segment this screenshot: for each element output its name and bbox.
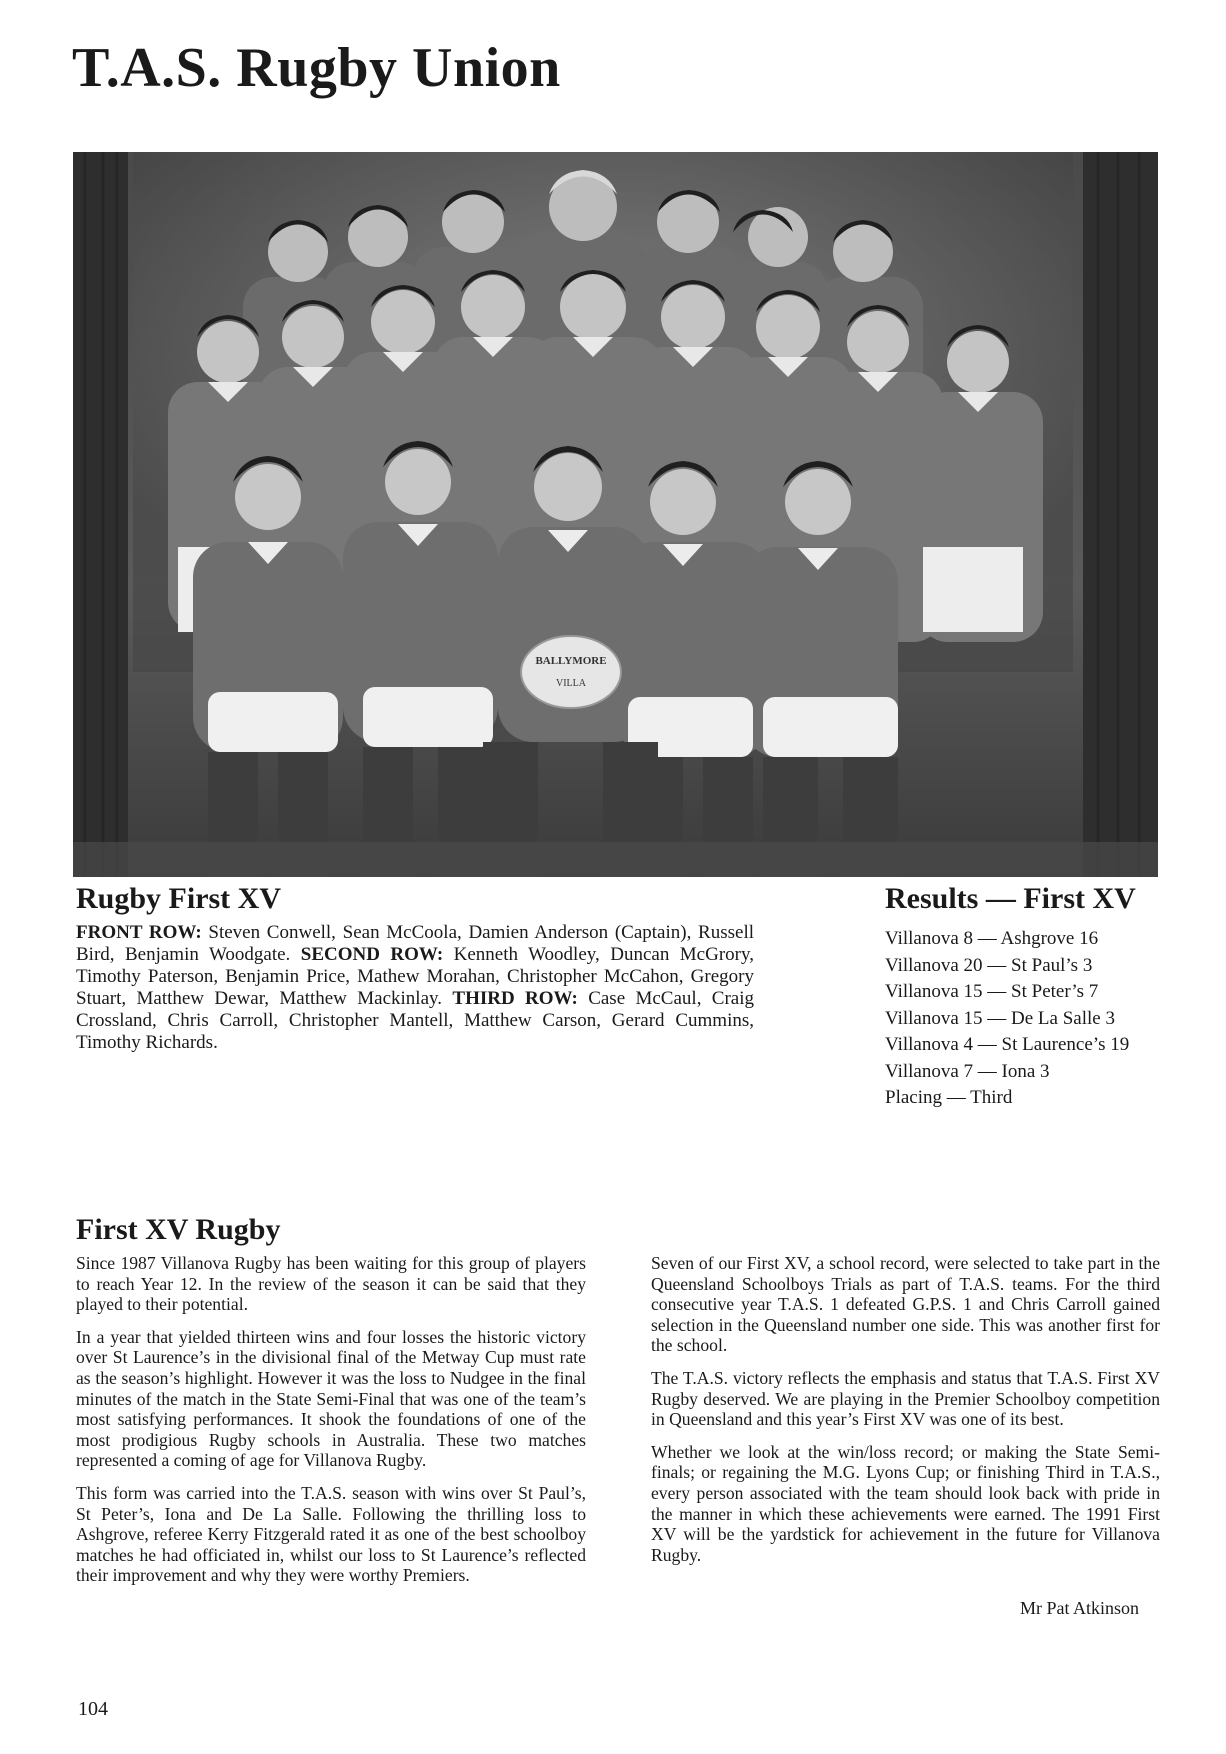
article-paragraph: Seven of our First XV, a school record, were selected to take part in the Queensland Schoolboys Trials as part of T.A.S. teams. For the third consecutive year T.A.S. 1 defeated G.P.S. 1 and Chris Carroll gained selection in the Queensland number one side. This was another first for the school. (651, 1253, 1160, 1356)
article-paragraph: The T.A.S. victory reflects the emphasis and status that T.A.S. First XV Rugby deserved. We are playing in the Premier Schoolboy competition in Queensland and this year’s First XV was one of its best. (651, 1367, 1160, 1430)
result-item: Villanova 15 — St Peter’s 7 (885, 981, 1099, 1002)
placing-item: Placing — Third (885, 1087, 1013, 1108)
second-row-label: SECOND ROW: (300, 944, 444, 965)
team-caption (76, 922, 754, 1054)
front-row-label: FRONT ROW: (76, 922, 202, 943)
article-paragraph: Whether we look at the win/loss record; or making the State Semi-finals; or regaining the M.G. Lyons Cup; or finishing Third in T.A.S., every person associated with the team should look back with pride in the manner in which these achievements were earned. The 1991 First XV will be the yardstick for achievement in the future for Villanova Rugby. (651, 1441, 1160, 1565)
team-photo (73, 152, 1158, 877)
article-paragraph: Since 1987 Villanova Rugby has been waiting for this group of players to reach Year 12. In the review of the season it can be said that they played to their potential. (76, 1253, 586, 1315)
article-author: Mr Pat Atkinson (1020, 1598, 1140, 1618)
article-column-right (651, 1253, 1160, 1577)
ball-text-bottom: VILLA (556, 678, 586, 689)
team-heading: Rugby First XV (76, 882, 282, 915)
results-list (885, 926, 1129, 1112)
article-heading: First XV Rugby (76, 1213, 281, 1246)
article-paragraph: This form was carried into the T.A.S. season with wins over St Paul’s, St Peter’s, Iona and De La Salle. Following the thrilling loss to Ashgrove, referee Kerry Fitzgerald rated it as one of the best schoolboy matches he had officiated in, whilst our loss to St Laurence’s reflected their improvement and why they were worthy Premiers. (76, 1482, 586, 1586)
ball-text-top: BALLYMORE (535, 655, 607, 667)
result-item: Villanova 8 — Ashgrove 16 (885, 928, 1099, 949)
rugby-ball (521, 636, 621, 708)
page-title: T.A.S. Rugby Union (72, 37, 561, 99)
front-row-names: Steven Conwell, Sean McCoola, Damien Anderson (Captain), Russell Bird, Benjamin Woodgate. (76, 922, 755, 965)
third-row-label: THIRD ROW: (452, 988, 578, 1009)
results-heading: Results — First XV (885, 882, 1136, 915)
page-number: 104 (78, 1698, 108, 1720)
result-item: Villanova 20 — St Paul’s 3 (885, 954, 1093, 976)
team-photo-image (73, 152, 1158, 877)
second-row-names: Kenneth Woodley, Duncan McGrory, Timothy Paterson, Benjamin Price, Mathew Morahan, Christopher McCahon, Gregory Stuart, Matthew Dewar, Matthew Mackinlay. (76, 944, 755, 1009)
third-row-names: Case McCaul, Craig Crossland, Chris Carroll, Christopher Mantell, Matthew Carson, Gerard Cummins, Timothy Richards. (76, 988, 755, 1053)
article-column-left (76, 1253, 586, 1598)
result-item: Villanova 7 — Iona 3 (885, 1060, 1050, 1082)
article-paragraph: In a year that yielded thirteen wins and four losses the historic victory over St Laurence’s in the divisional final of the Metway Cup must rate as the season’s highlight. However it was the loss to Nudgee in the final minutes of the match in the State Semi-Final that was one of the team’s most satisfying performances. It shook the foundations of one of the most prodigious Rugby schools in Australia. These two matches represented a coming of age for Villanova Rugby. (76, 1326, 586, 1471)
result-item: Villanova 15 — De La Salle 3 (885, 1007, 1115, 1029)
result-item: Villanova 4 — St Laurence’s 19 (885, 1034, 1130, 1055)
